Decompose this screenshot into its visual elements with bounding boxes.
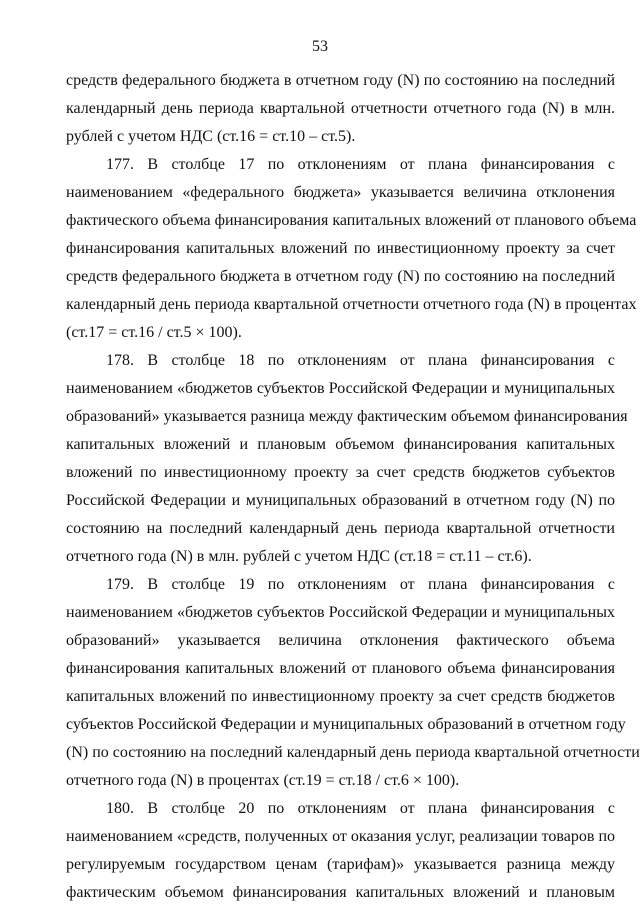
text-line: фактическим объемом финансирования капитальных вложений и плановым [66, 884, 615, 901]
text-line: капитальных вложений по инвестиционному проекту за счет средств бюджетов [66, 688, 615, 705]
text-line: состоянию на последний календарный день периода квартальной отчетности [66, 520, 615, 537]
text-line: Российской Федерации и муниципальных образований в отчетном году (N) по [66, 492, 615, 509]
text-line: вложений по инвестиционному проекту за счет средств бюджетов субъектов [66, 464, 615, 481]
text-line: финансирования капитальных вложений от планового объема финансирования [66, 660, 615, 677]
text-line: средств федерального бюджета в отчетном году (N) по состоянию на последний [66, 268, 615, 285]
text-line: отчетного года (N) в млн. рублей с учетом НДС (ст.18 = ст.11 – ст.6). [66, 548, 532, 565]
text-line: календарный день периода квартальной отчетности отчетного года (N) в млн. [66, 100, 615, 117]
text-line: образований» указывается разница между фактическим объемом финансирования [66, 408, 628, 425]
text-line: (ст.17 = ст.16 / ст.5 × 100). [66, 324, 242, 341]
text-line: наименованием «бюджетов субъектов Российской Федерации и муниципальных [66, 380, 615, 397]
text-line: регулируемым государством ценам (тарифам)» указывается разница между [66, 856, 615, 873]
text-line: фактического объема финансирования капитальных вложений от планового объема [66, 212, 637, 229]
text-line: наименованием «средств, полученных от оказания услуг, реализации товаров по [66, 828, 615, 845]
text-line: отчетного года (N) в процентах (ст.19 = ст.18 / ст.6 × 100). [66, 772, 460, 789]
paragraph-179-first-line: 179. В столбце 19 по отклонениям от плана финансирования с [106, 576, 615, 593]
paragraph-177-first-line: 177. В столбце 17 по отклонениям от плана финансирования с [106, 156, 615, 173]
text-line: образований» указывается величина отклонения фактического объема [66, 632, 615, 649]
paragraph-180-first-line: 180. В столбце 20 по отклонениям от плана финансирования с [106, 800, 615, 817]
page-number: 53 [312, 38, 328, 55]
text-line: наименованием «бюджетов субъектов Российской Федерации и муниципальных [66, 604, 615, 621]
text-line: наименованием «федерального бюджета» указывается величина отклонения [66, 184, 615, 201]
text-line: капитальных вложений и плановым объемом финансирования капитальных [66, 436, 615, 453]
text-line: (N) по состоянию на последний календарный день периода квартальной отчетности [66, 744, 640, 761]
paragraph-178-first-line: 178. В столбце 18 по отклонениям от плана финансирования с [106, 352, 615, 369]
text-line: средств федерального бюджета в отчетном году (N) по состоянию на последний [66, 72, 615, 89]
text-line: субъектов Российской Федерации и муниципальных образований в отчетном году [66, 716, 626, 733]
text-line: рублей с учетом НДС (ст.16 = ст.10 – ст.5). [66, 128, 356, 145]
text-line: календарный день периода квартальной отчетности отчетного года (N) в процентах [66, 296, 637, 313]
text-line: финансирования капитальных вложений по инвестиционному проекту за счет [66, 240, 615, 257]
